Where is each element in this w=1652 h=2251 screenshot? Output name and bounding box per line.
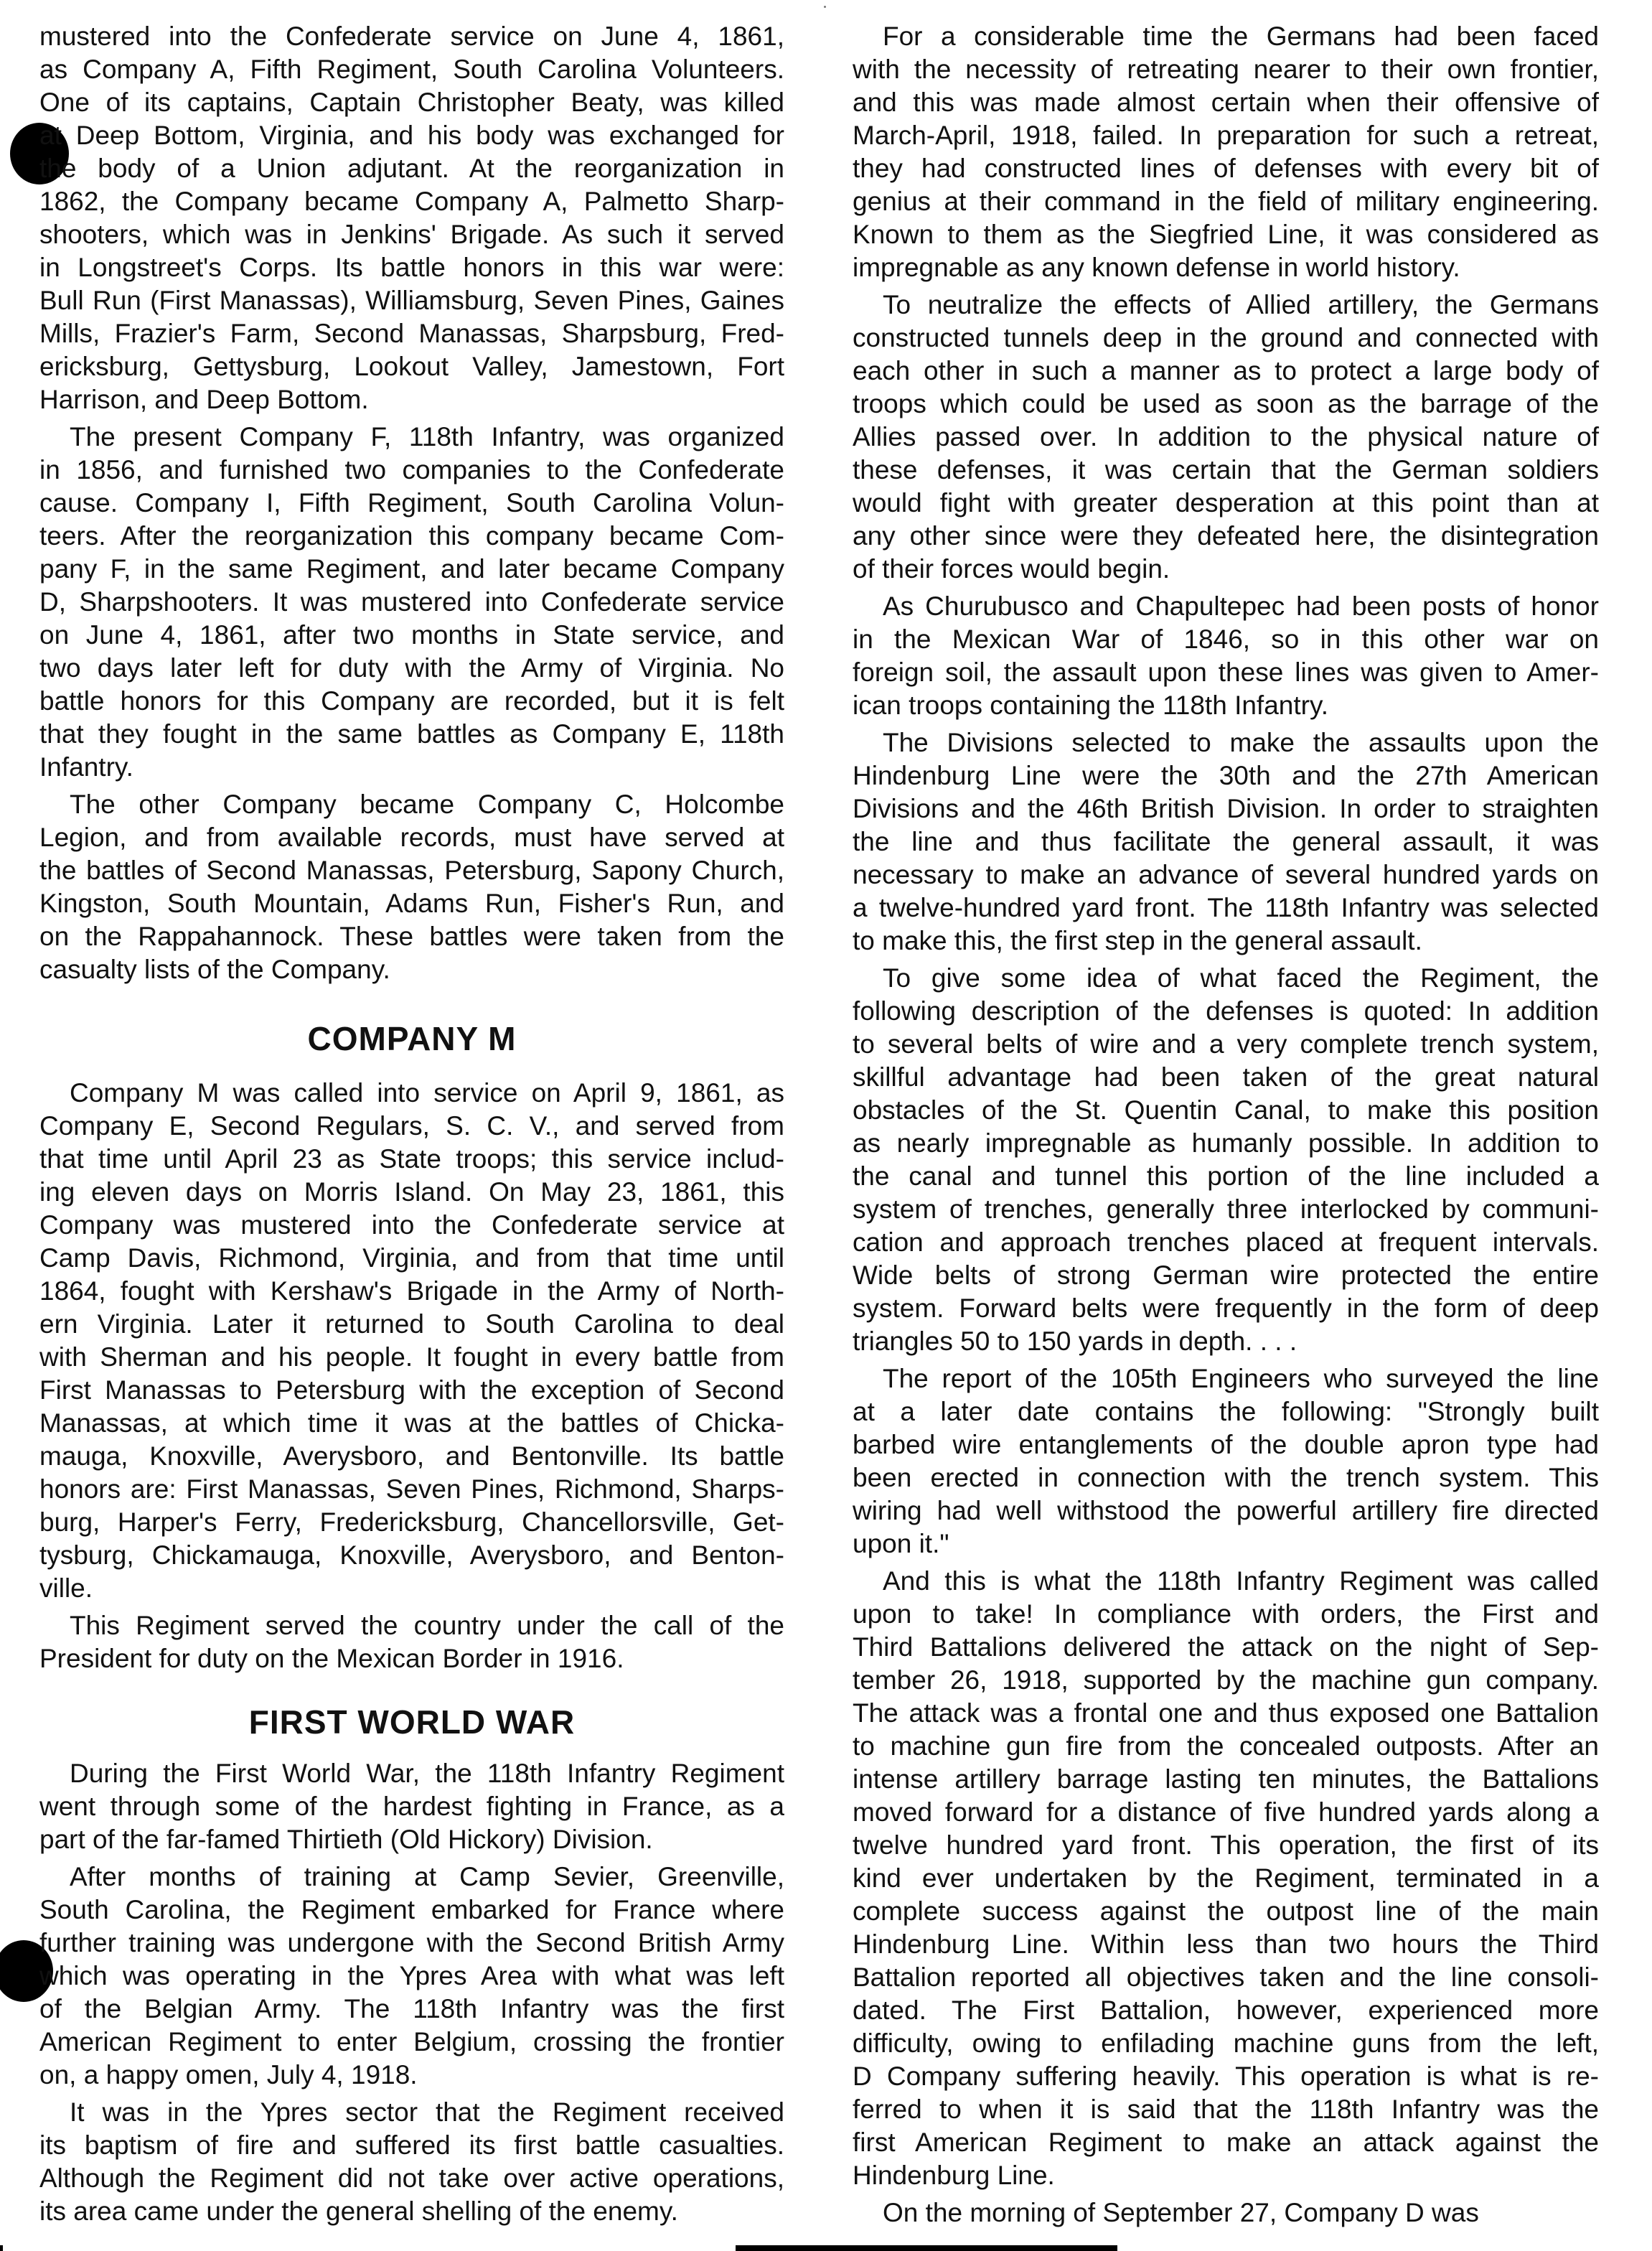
text-line: Mills, Frazier's Farm, Second Manassas, Sharpsburg, Fred- [39, 319, 784, 348]
text-line: constructed tunnels deep in the ground and connected with [853, 323, 1599, 352]
text-line: difficulty, owing to enfilading machine guns from the left, [853, 2028, 1599, 2058]
text-line: of their forces would begin. [853, 554, 1170, 584]
section-heading-first-world-war: FIRST WORLD WAR [248, 1703, 576, 1741]
text-line: and this was made almost certain when their offensive of [853, 88, 1599, 117]
text-line: intense artillery barrage lasting ten minutes, the Battalions [853, 1764, 1599, 1794]
left-column [39, 20, 784, 2232]
text-line: tysburg, Chickamauga, Knoxville, Averysboro, and Benton- [39, 1540, 784, 1570]
text-line: 1864, fought with Kershaw's Brigade in the Army of North- [39, 1276, 784, 1306]
text-line: dated. The First Battalion, however, experienced more [853, 1995, 1599, 2025]
paragraph [39, 1861, 784, 2092]
text-line: two days later left for duty with the Army of Virginia. No [39, 653, 784, 683]
text-line: President for duty on the Mexican Border in 1916. [39, 1644, 624, 1673]
text-line: One of its captains, Captain Christopher Beaty, was killed [39, 88, 784, 117]
text-line: For a considerable time the Germans had been faced [883, 22, 1599, 51]
text-line: triangles 50 to 150 yards in depth. . . . [853, 1326, 1297, 1356]
text-line: on, a happy omen, July 4, 1918. [39, 2060, 418, 2089]
paragraph [39, 421, 784, 784]
text-line: The Divisions selected to make the assaults upon the [883, 728, 1599, 757]
text-line: mustered into the Confederate service on June 4, 1861, [39, 22, 784, 51]
company-m-section [39, 1077, 784, 1675]
text-line: South Carolina, the Regiment embarked for France where [39, 1895, 784, 1924]
text-line: troops which could be used as soon as the barrage of the [853, 389, 1599, 418]
text-line: Third Battalions delivered the attack on the night of Sep- [853, 1632, 1599, 1662]
text-line: Harrison, and Deep Bottom. [39, 385, 369, 414]
text-line: Although the Regiment did not take over active operations, [39, 2163, 784, 2193]
text-line: Infantry. [39, 752, 133, 782]
text-line: on June 4, 1861, after two months in State service, and [39, 620, 784, 650]
paragraph [853, 289, 1599, 586]
text-line: would fight with greater desperation at this point than at [853, 488, 1599, 518]
text-line: to machine gun fire from the concealed outposts. After an [853, 1731, 1599, 1761]
text-line: First Manassas to Petersburg with the exception of Second [39, 1375, 784, 1405]
text-line: part of the far-famed Thirtieth (Old Hickory) Division. [39, 1825, 653, 1854]
text-line: system. Forward belts were frequently in the form of deep [853, 1293, 1599, 1323]
text-line: twelve hundred yard front. This operation, the first of its [853, 1830, 1599, 1860]
text-line: To give some idea of what faced the Regiment, the [883, 963, 1599, 993]
text-line: Wide belts of strong German wire protected the entire [853, 1260, 1599, 1290]
paragraph [39, 2096, 784, 2228]
section-heading-company-m: COMPANY M [307, 1020, 517, 1057]
text-line: a twelve-hundred yard front. The 118th Infantry was selected [853, 893, 1599, 922]
text-line: cation and approach trenches placed at frequent intervals. [853, 1227, 1599, 1257]
text-line: ican troops containing the 118th Infantry. [853, 691, 1329, 720]
paragraph [853, 590, 1599, 722]
text-line: each other in such a manner as to protect a large body of [853, 356, 1599, 385]
text-line: moved forward for a distance of five hundred yards along a [853, 1797, 1599, 1827]
text-line: barbed wire entanglements of the double apron type had [853, 1430, 1599, 1459]
text-line: March-April, 1918, failed. In preparation for such a retreat, [853, 121, 1599, 150]
paragraph [853, 1362, 1599, 1560]
left-intro-section [39, 20, 784, 986]
paragraph [853, 962, 1599, 1358]
text-line: And this is what the 118th Infantry Regiment was called [883, 1566, 1599, 1596]
text-line: Hindenburg Line. [853, 2161, 1055, 2190]
text-line: American Regiment to enter Belgium, crossing the frontier [39, 2027, 784, 2056]
text-line: Camp Davis, Richmond, Virginia, and from that time until [39, 1243, 784, 1273]
text-line: the body of a Union adjutant. At the reorganization in [39, 154, 784, 183]
text-line: Company E, Second Regulars, S. C. V., and served from [39, 1111, 784, 1141]
text-line: to several belts of wire and a very complete trench system, [853, 1029, 1599, 1059]
text-line: with the necessity of retreating nearer to their own frontier, [853, 55, 1599, 84]
bottom-rule [736, 2245, 1117, 2251]
text-line: as Company A, Fifth Regiment, South Carolina Volunteers. [39, 55, 784, 84]
text-line: 1862, the Company became Company A, Palmetto Sharp- [39, 187, 784, 216]
text-line: ferred to when it is said that the 118th Infantry was the [853, 2095, 1599, 2124]
text-line: Divisions and the 46th British Division. In order to straighten [853, 794, 1599, 823]
text-line: the line and thus facilitate the general assault, it was [853, 827, 1599, 856]
text-line: went through some of the hardest fighting in France, as a [39, 1792, 784, 1821]
text-line: Known to them as the Siegfried Line, it was considered as [853, 220, 1599, 249]
text-line: Manassas, at which time it was at the battles of Chicka- [39, 1408, 784, 1438]
text-line: these defenses, it was certain that the German soldiers [853, 455, 1599, 485]
text-line: Kingston, South Mountain, Adams Run, Fisher's Run, and [39, 889, 784, 918]
text-line: The present Company F, 118th Infantry, was organized [70, 422, 784, 451]
text-line: been erected in connection with the trench system. This [853, 1463, 1599, 1492]
text-line: the canal and tunnel this portion of the line included a [853, 1161, 1599, 1191]
text-line: honors are: First Manassas, Seven Pines, Richmond, Sharps- [39, 1474, 784, 1504]
text-line: of the Belgian Army. The 118th Infantry was the first [39, 1994, 784, 2023]
scan-speck [824, 6, 826, 8]
text-line: skillful advantage had been taken of the great natural [853, 1062, 1599, 1092]
text-line: foreign soil, the assault upon these lines was given to Amer- [853, 657, 1599, 687]
text-line: To neutralize the effects of Allied artillery, the Germans [883, 290, 1599, 319]
text-line: at Deep Bottom, Virginia, and his body was exchanged for [39, 121, 784, 150]
text-line: further training was undergone with the Second British Army [39, 1928, 784, 1957]
text-line: Hindenburg Line. Within less than two hours the Third [853, 1929, 1599, 1959]
text-line: at a later date contains the following: "Strongly built [853, 1397, 1599, 1426]
text-line: kind ever undertaken by the Regiment, terminated in a [853, 1863, 1599, 1893]
text-line: casualty lists of the Company. [39, 955, 390, 984]
paragraph [853, 726, 1599, 958]
text-line: in 1856, and furnished two companies to the Confederate [39, 455, 784, 485]
text-line: battle honors for this Company are recorded, but it is felt [39, 686, 784, 716]
text-line: to make this, the first step in the general assault. [853, 926, 1422, 955]
text-line: ern Virginia. Later it returned to South Carolina to deal [39, 1309, 784, 1339]
paragraph [39, 1077, 784, 1605]
text-line: This Regiment served the country under the call of the [70, 1611, 784, 1640]
text-line: in the Mexican War of 1846, so in this other war on [853, 624, 1599, 654]
text-line: complete success against the outpost line of the main [853, 1896, 1599, 1926]
text-line: they had constructed lines of defenses with every bit of [853, 154, 1599, 183]
paragraph [39, 20, 784, 416]
text-line: in Longstreet's Corps. Its battle honors in this war were: [39, 253, 784, 282]
text-line: with Sherman and his people. It fought in every battle from [39, 1342, 784, 1372]
text-line: that they fought in the same battles as Company E, 118th [39, 719, 784, 749]
text-line: burg, Harper's Ferry, Fredericksburg, Chancellorsville, Get- [39, 1507, 784, 1537]
paragraph [39, 1757, 784, 1856]
text-line: upon to take! In compliance with orders, the First and [853, 1599, 1599, 1629]
text-line: D Company suffering heavily. This operation is what is re- [853, 2062, 1599, 2091]
paragraph [39, 788, 784, 986]
paragraph [853, 2196, 1599, 2229]
text-line: tember 26, 1918, supported by the machine gun company. [853, 1665, 1599, 1695]
paragraph [853, 20, 1599, 284]
text-line: D, Sharpshooters. It was mustered into Confederate service [39, 587, 784, 617]
text-line: as nearly impregnable as humanly possible. In addition to [853, 1128, 1599, 1158]
text-line: Company M was called into service on April 9, 1861, as [70, 1078, 784, 1108]
text-line: any other since were they defeated here, the disintegration [853, 521, 1599, 551]
text-line: that time until April 23 as State troops; this service includ- [39, 1144, 784, 1174]
text-line: The report of the 105th Engineers who surveyed the line [883, 1364, 1599, 1393]
text-line: As Churubusco and Chapultepec had been posts of honor [883, 591, 1599, 621]
text-line: system of trenches, generally three interlocked by communi- [853, 1194, 1599, 1224]
right-column [853, 20, 1599, 2234]
text-line: It was in the Ypres sector that the Regiment received [70, 2097, 784, 2127]
text-line: teers. After the reorganization this company became Com- [39, 521, 784, 551]
bottom-edge-mark [0, 2245, 3, 2251]
text-line: the battles of Second Manassas, Petersburg, Sapony Church, [39, 856, 784, 885]
text-line: following description of the defenses is quoted: In addition [853, 996, 1599, 1026]
text-line: Company was mustered into the Confederate service at [39, 1210, 784, 1240]
text-line: its area came under the general shelling of the enemy. [39, 2196, 678, 2226]
text-line: its baptism of fire and suffered its first battle casualties. [39, 2130, 784, 2160]
text-line: The attack was a frontal one and thus exposed one Battalion [853, 1698, 1599, 1728]
text-line: genius at their command in the field of military engineering. [853, 187, 1599, 216]
text-line: After months of training at Camp Sevier, Greenville, [70, 1862, 784, 1891]
text-line: The other Company became Company C, Holcombe [70, 790, 784, 819]
text-line: Bull Run (First Manassas), Williamsburg, Seven Pines, Gaines [39, 286, 784, 315]
text-line: On the morning of September 27, Company D was [883, 2198, 1479, 2227]
text-line: During the First World War, the 118th Infantry Regiment [70, 1759, 784, 1788]
text-line: cause. Company I, Fifth Regiment, South Carolina Volun- [39, 488, 784, 518]
text-line: wiring had well withstood the powerful artillery fire directed [853, 1496, 1599, 1525]
right-body-section [853, 20, 1599, 2229]
text-line: ville. [39, 1573, 93, 1603]
text-line: necessary to make an advance of several hundred yards on [853, 860, 1599, 889]
text-line: first American Regiment to make an attack against the [853, 2128, 1599, 2157]
first-world-war-section [39, 1757, 784, 2228]
text-line: Allies passed over. In addition to the physical nature of [853, 422, 1599, 451]
text-line: Legion, and from available records, must have served at [39, 823, 784, 852]
text-line: ing eleven days on Morris Island. On May 23, 1861, this [39, 1177, 784, 1207]
text-line: shooters, which was in Jenkins' Brigade. As such it served [39, 220, 784, 249]
text-line: which was operating in the Ypres Area with what was left [39, 1961, 784, 1990]
text-line: impregnable as any known defense in world history. [853, 253, 1460, 282]
text-line: Battalion reported all objectives taken and the line consoli- [853, 1962, 1599, 1992]
text-line: Hindenburg Line were the 30th and the 27th American [853, 761, 1599, 790]
text-line: obstacles of the St. Quentin Canal, to make this position [853, 1095, 1599, 1125]
text-line: mauga, Knoxville, Averysboro, and Bentonville. Its battle [39, 1441, 784, 1471]
text-line: upon it." [853, 1529, 949, 1558]
text-line: on the Rappahannock. These battles were taken from the [39, 922, 784, 951]
paragraph [853, 1565, 1599, 2192]
paragraph [39, 1609, 784, 1675]
text-line: pany F, in the same Regiment, and later became Company [39, 554, 784, 584]
text-line: ericksburg, Gettysburg, Lookout Valley, Jamestown, Fort [39, 352, 784, 381]
